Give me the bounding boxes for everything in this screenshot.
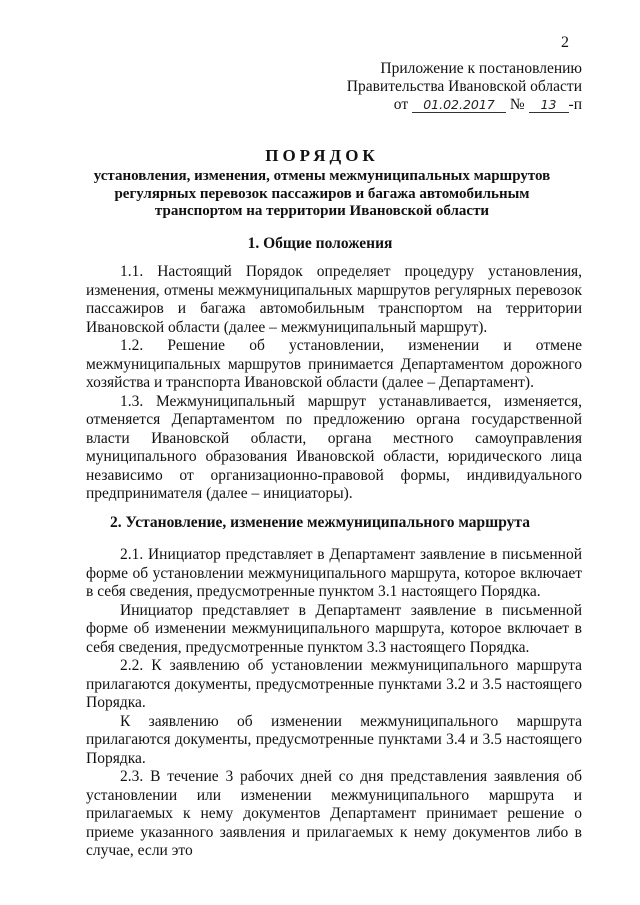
number-suffix: -п [568, 96, 582, 113]
paragraph-2-3: 2.3. В течение 3 рабочих дней со дня представления заявления об установлении или изменении межмуниципального маршрута и прилагаемых к нему документов Департамент принимает решение о приеме указанного заявления и прилагаемых к нему документов либо в случае, если это [86, 768, 582, 859]
appendix-line-2: Правительства Ивановской области [346, 78, 582, 95]
paragraph-2-2: 2.2. К заявлению об установлении межмуниципального маршрута прилагаются документы, предусмотренные пунктами 3.2 и 3.5 настоящего Порядка. [86, 657, 582, 711]
paragraph-2-1: 2.1. Инициатор представляет в Департамент заявление в письменной форме об установлении межмуниципального маршрута, которое включает в себя сведения, предусмотренные пунктом 3.1 настоящего Порядка. [86, 546, 582, 600]
paragraph-1-3: 1.3. Межмуниципальный маршрут устанавливается, изменяется, отменяется Департаментом по предложению органа государственной власти Ивановской области, органа местного самоуправления муниципального образования Ивановской области, юридического лица независимо от организационно-правовой формы, индивидуального предпринимателя (далее – инициаторы). [86, 392, 582, 502]
page-number: 2 [561, 34, 569, 51]
document-title: ПОРЯДОК [265, 146, 379, 165]
handwritten-number: 13 [529, 98, 569, 113]
handwritten-date: 01.02.2017 [412, 98, 506, 113]
appendix-line-1: Приложение к постановлению [380, 60, 582, 77]
paragraph-2-1b: Инициатор представляет в Департамент заявление в письменной форме об изменении межмуниципального маршрута, которое включает в себя сведения, предусмотренные пунктом 3.3 настоящего Порядка. [86, 601, 582, 656]
section-2-heading: 2. Установление, изменение межмуниципального маршрута [110, 514, 530, 531]
appendix-line-3 [346, 96, 582, 114]
section-2-body [86, 546, 582, 861]
section-1-body [86, 263, 582, 504]
document-title-block [86, 146, 558, 221]
document-subtitle: установления, изменения, отмены межмуниципальных маршрутов регулярных перевозок пассажиров и багажа автомобильным транспортом на территории Ивановской области [93, 168, 551, 219]
paragraph-1-1: 1.1. Настоящий Порядок определяет процедуру установления, изменения, отмены межмуниципальных маршрутов регулярных перевозок пассажиров и багажа автомобильным транспортом на территории Ивановской области (далее – межмуниципальный маршрут). [86, 263, 582, 336]
number-label: № [509, 96, 525, 113]
appendix-block [346, 60, 582, 114]
paragraph-1-2: 1.2. Решение об установлении, изменении и отмене межмуниципальных маршрутов принимается Департаментом дорожного хозяйства и транспорта Ивановской области (далее – Департамент). [86, 337, 582, 391]
from-label: от [393, 96, 409, 113]
section-1-heading: 1. Общие положения [247, 235, 393, 252]
paragraph-2-2b: К заявлению об изменении межмуниципального маршрута прилагаются документы, предусмотренные пунктами 3.4 и 3.5 настоящего Порядка. [86, 712, 582, 767]
